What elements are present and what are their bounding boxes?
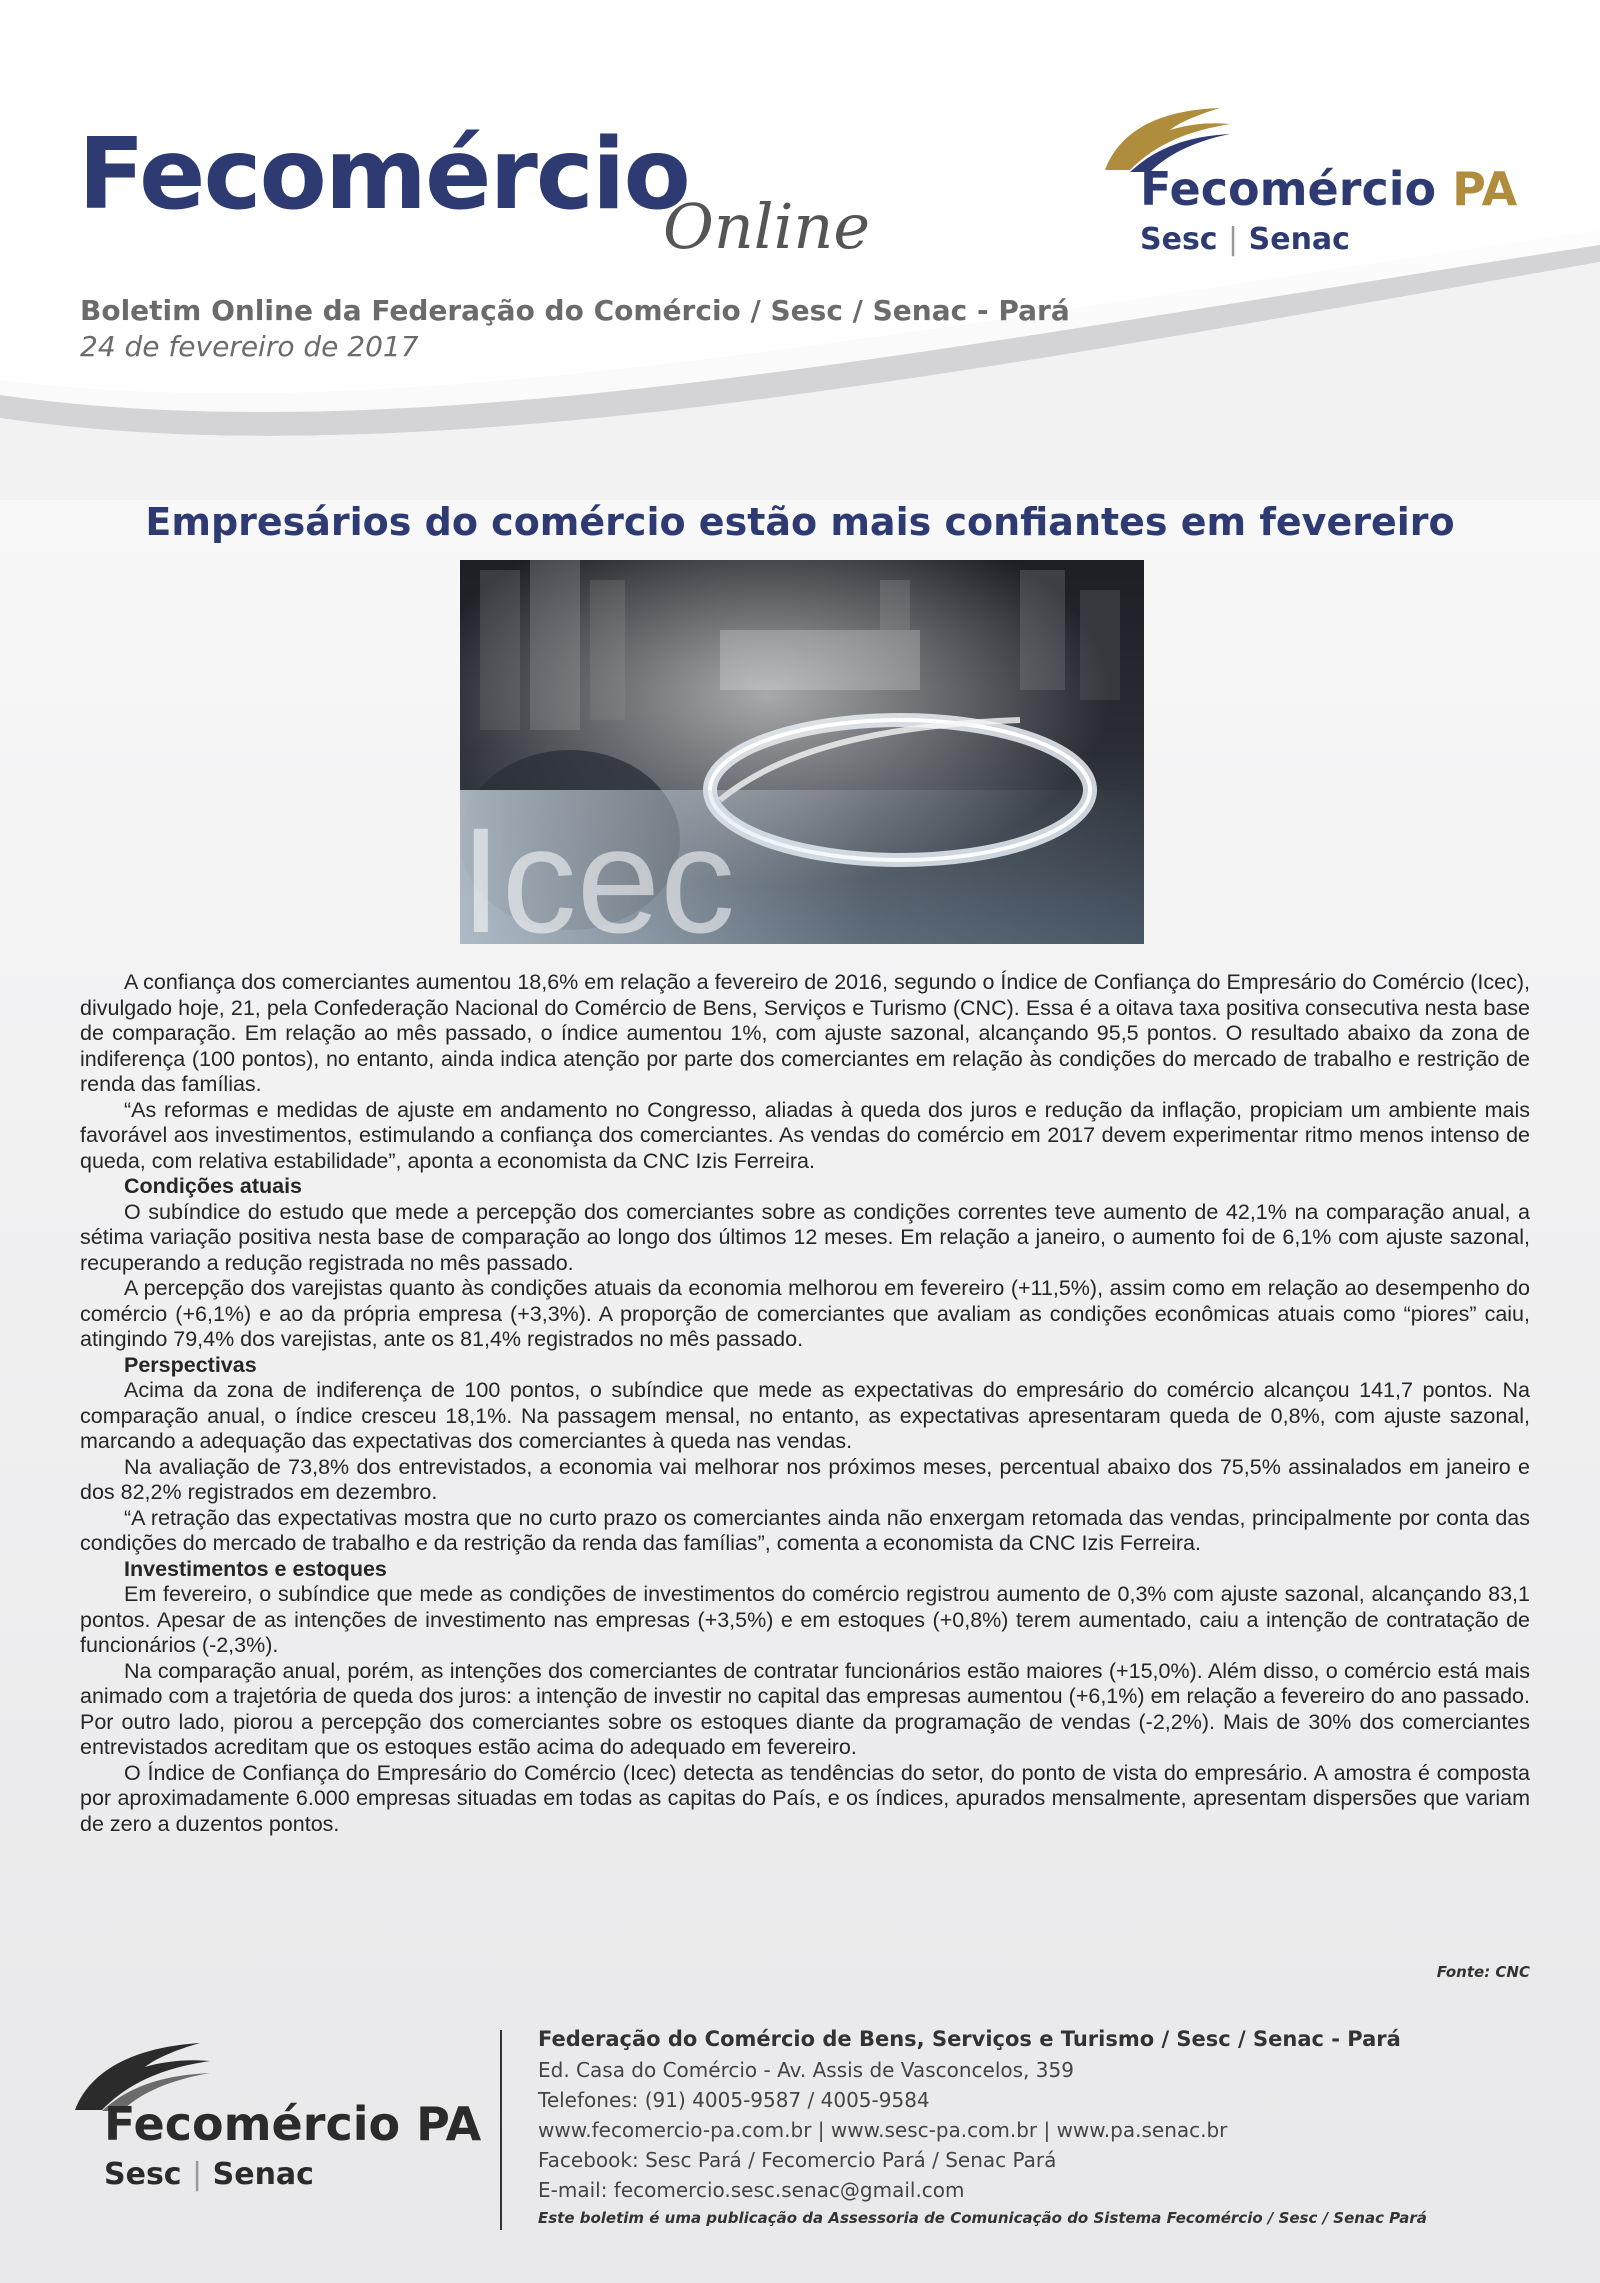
article-body [80,970,1530,1837]
article-paragraph: “A retração das expectativas mostra que no curto prazo os comerciantes ainda não enxergam retomada das vendas, principalmente por conta das condições do mercado de trabalho e da restrição da renda das famílias”, comenta a economista da CNC Izis Ferreira. [80,1505,1530,1555]
footer-websites[interactable]: www.fecomercio-pa.com.br | www.sesc-pa.com.br | www.pa.senac.br [538,2118,1228,2142]
footer-logo-name: Fecomércio [104,2097,401,2151]
section-heading: Investimentos e estoques [124,1556,387,1581]
footer-logo-senac: Senac [212,2157,314,2192]
brand-title: Fecomércio [78,118,689,232]
article-paragraph: “As reformas e medidas de ajuste em andamento no Congresso, aliadas à queda dos juros e redução da inflação, propiciam um ambiente mais favorável aos investimentos, estimulando a confiança dos comerciantes. As vendas do comércio em 2017 devem experimentar ritmo menos intenso de queda, com relativa estabilidade”, aponta a economista da CNC Izis Ferreira. [80,1097,1530,1173]
brand-script-online: Online [663,190,871,263]
logo-sesc: Sesc [1140,222,1218,257]
section-heading: Condições atuais [124,1174,303,1198]
fecomercio-pa-logo: Fecomércio PA Sesc | Senac [1090,100,1530,270]
masthead [0,0,1600,500]
city-night-image [460,560,1144,944]
footer-logo-sesc: Sesc [104,2157,182,2192]
article-paragraph: A confiança dos comerciantes aumentou 18,6% em relação a fevereiro de 2016, segundo o Índice de Confiança do Empresário do Comércio (Icec), divulgado hoje, 21, pela Confederação Nacional do Comércio de Bens, Serviços e Turismo (CNC). Essa é a oitava taxa positiva consecutiva nesta base de comparação. Em relação ao mês passado, o índice aumentou 1%, com ajuste sazonal, alcançando 95,5 pontos. O resultado abaixo da zona de indiferença (100 pontos), no entanto, ainda indica atenção por parte dos comerciantes em relação às condições do mercado de trabalho e restrição de renda das famílias. [80,970,1530,1096]
article-paragraph: O subíndice do estudo que mede a percepção dos comerciantes sobre as condições correntes teve aumento de 42,1% na comparação anual, a sétima variação positiva nesta base de comparação ao longo dos últimos 12 meses. Em relação a janeiro, o aumento foi de 6,1% com ajuste sazonal, recuperando a redução registrada no mês passado. [80,1199,1530,1275]
article-photo [460,560,1144,944]
article-paragraph: O Índice de Confiança do Empresário do Comércio (Icec) detecta as tendências do setor, do ponto de vista do empresário. A amostra é composta por aproximadamente 6.000 empresas situadas em todas as capitas do País, e os índices, apurados mensalmente, apresentam dispersões que variam de zero a duzentos pontos. [80,1760,1530,1836]
photo-caption-icec: Icec [460,796,736,944]
bulletin-date: 24 de fevereiro de 2017 [80,330,419,363]
article-paragraph: Acima da zona de indiferença de 100 pontos, o subíndice que mede as expectativas do empresário do comércio alcançou 141,7 pontos. Na comparação anual, o índice cresceu 18,1%. Na passagem mensal, no entanto, as expectativas apresentaram queda de 0,8%, com ajuste sazonal, marcando a adequação das expectativas dos comerciantes à queda nas vendas. [80,1378,1530,1453]
logo-name: Fecomércio [1140,162,1437,216]
bulletin-subtitle: Boletim Online da Federação do Comércio / Sesc / Senac - Pará [80,294,1070,327]
logo-senac: Senac [1248,222,1350,257]
footer-title: Federação do Comércio de Bens, Serviços e Turismo / Sesc / Senac - Pará [538,2027,1401,2051]
logo-pa: PA [1452,162,1518,216]
footer-logo: Fecomércio PA Sesc | Senac [70,2035,490,2195]
article-paragraph: Em fevereiro, o subíndice que mede as condições de investimentos do comércio registrou aumento de 0,3% com ajuste sazonal, alcançando 83,1 pontos. Apesar de as intenções de investimento nas empresas (+3,5%) e em estoques (+0,8%) terem aumentado, caiu a intenção de contratação de funcionários (-2,3%). [80,1582,1530,1657]
article-paragraph: A percepção dos varejistas quanto às condições atuais da economia melhorou em fevereiro (+11,5%), assim como em relação ao desempenho do comércio (+6,1%) e ao da própria empresa (+3,3%). A proporção de comerciantes que avaliam as condições econômicas atuais como “piores” caiu, atingindo 79,4% dos varejistas, ante os 81,4% registrados no mês passado. [80,1276,1530,1351]
article-paragraph: Na avaliação de 73,8% dos entrevistados, a economia vai melhorar nos próximos meses, percentual abaixo dos 75,5% assinalados em janeiro e dos 82,2% registrados em dezembro. [80,1454,1530,1504]
footer-note: Este boletim é uma publicação da Assessoria de Comunicação do Sistema Fecomércio / Sesc / Senac Pará [538,2209,1427,2227]
article-paragraph: Na comparação anual, porém, as intenções dos comerciantes de contratar funcionários estão maiores (+15,0%). Além disso, o comércio está mais animado com a trajetória de queda dos juros: a intenção de investir no capital das empresas aumentou (+6,1%) em relação a fevereiro do ano passado. Por outro lado, piorou a percepção dos comerciantes sobre os estoques diante da programação de vendas (-2,2%). Mais de 30% dos comerciantes entrevistados acreditam que os estoques estão acima do adequado em fevereiro. [80,1658,1530,1759]
footer-facebook[interactable]: Facebook: Sesc Pará / Fecomercio Pará / Senac Pará [538,2148,1057,2172]
source-credit: Fonte: CNC [1436,1963,1530,1981]
footer-contact [538,2027,1427,2227]
footer-address: Ed. Casa do Comércio - Av. Assis de Vasconcelos, 359 [538,2058,1074,2082]
footer-divider [500,2030,502,2230]
footer-phones: Telefones: (91) 4005-9587 / 4005-9584 [538,2088,930,2112]
footer-email[interactable]: E-mail: fecomercio.sesc.senac@gmail.com [538,2178,965,2202]
section-heading: Perspectivas [124,1352,257,1377]
footer-logo-pa: PA [416,2097,482,2151]
article-headline: Empresários do comércio estão mais confiantes em fevereiro [145,500,1455,544]
